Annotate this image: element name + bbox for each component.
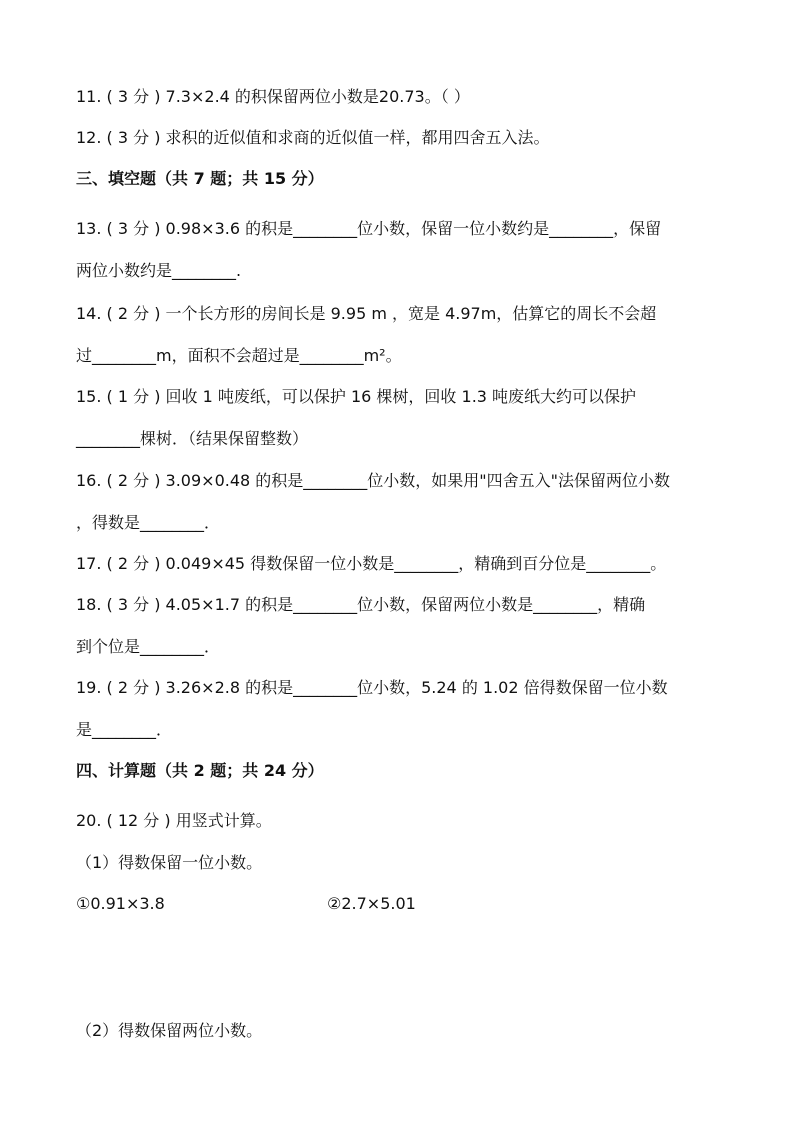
calculation-item-2: ②2.7×5.01 — [327, 894, 416, 913]
section-title-fill-in: 三、填空题（共 7 题；共 15 分） — [76, 169, 324, 188]
question-11: 11. ( 3 分 ) 7.3×2.4 的积保留两位小数是20.73。（ ） — [76, 87, 470, 106]
question-16-line-1: 16. ( 2 分 ) 3.09×0.48 的积是________位小数，如果用"四舍五入"法保留两位小数 — [76, 471, 671, 490]
question-14-line-1: 14. ( 2 分 ) 一个长方形的房间长是 9.95 m ，宽是 4.97m，估算它的周长不会超 — [76, 304, 657, 323]
question-15-line-2: ________棵树．（结果保留整数） — [76, 429, 309, 448]
question-13-line-2: 两位小数约是________. — [76, 261, 242, 280]
question-13-line-1: 13. ( 3 分 ) 0.98×3.6 的积是________位小数，保留一位小数约是________，保留 — [76, 219, 662, 238]
question-12: 12. ( 3 分 ) 求积的近似值和求商的近似值一样，都用四舍五入法。 — [76, 128, 550, 147]
question-15-line-1: 15. ( 1 分 ) 回收 1 吨废纸，可以保护 16 棵树，回收 1.3 吨废纸大约可以保护 — [76, 387, 637, 406]
question-20: 20. ( 12 分 ) 用竖式计算。 — [76, 811, 272, 830]
question-14-line-2: 过________m，面积不会超过是________m²。 — [76, 346, 402, 365]
question-17: 17. ( 2 分 ) 0.049×45 得数保留一位小数是________，精确到百分位是________。 — [76, 554, 667, 573]
question-19-line-1: 19. ( 2 分 ) 3.26×2.8 的积是________位小数，5.24 的 1.02 倍得数保留一位小数 — [76, 678, 668, 697]
question-19-line-2: 是________． — [76, 720, 173, 739]
calculation-item-1: ①0.91×3.8 — [76, 894, 165, 913]
subquestion-1: （1）得数保留一位小数。 — [76, 853, 263, 872]
question-16-line-2: ，得数是________． — [76, 513, 221, 532]
subquestion-2: （2）得数保留两位小数。 — [76, 1021, 263, 1040]
question-18-line-1: 18. ( 3 分 ) 4.05×1.7 的积是________位小数，保留两位小数是________，精确 — [76, 595, 646, 614]
question-18-line-2: 到个位是________． — [76, 637, 221, 656]
section-title-calculation: 四、计算题（共 2 题；共 24 分） — [76, 761, 324, 780]
